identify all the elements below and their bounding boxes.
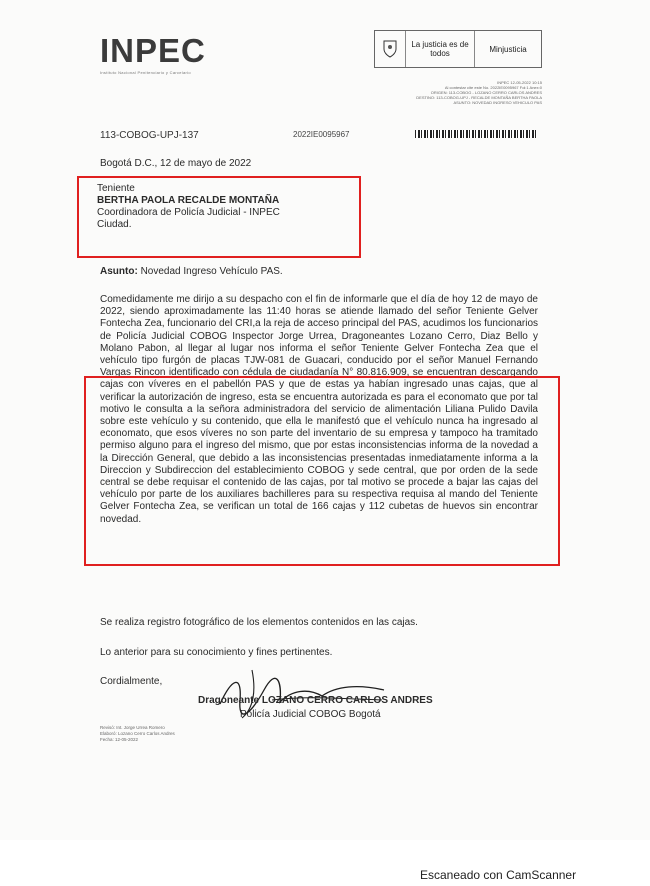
government-logo-box bbox=[374, 30, 542, 68]
addressee-block bbox=[97, 183, 280, 231]
reference-code: 113-COBOG-UPJ-137 bbox=[100, 130, 199, 141]
photo-record-paragraph: Se realiza registro fotográfico de los elementos contenidos en las cajas. bbox=[100, 617, 418, 628]
addressee-role: Coordinadora de Policía Judicial - INPEC bbox=[97, 207, 280, 218]
signer-name: Dragoneante LOZANO CERRO CARLOS ANDRES bbox=[198, 695, 433, 706]
footer-initials: Revisó: Int. Jorge Urrea Romero Elaboró: Lozano Cerro Carlos Andres Fecha: 12-05-2022 bbox=[100, 725, 175, 742]
closing-paragraph: Lo anterior para su conocimiento y fines pertinentes. bbox=[100, 647, 333, 658]
salutation: Cordialmente, bbox=[100, 676, 163, 687]
subject-text: Novedad Ingreso Vehículo PAS. bbox=[140, 266, 283, 277]
addressee-city: Ciudad. bbox=[97, 219, 132, 230]
signer-role: Policía Judicial COBOG Bogotá bbox=[240, 709, 381, 720]
radication-stamp: INPEC 12-05-2022 10:15 Al contestar cite este No. 2022IE0095967 Fol:1 Anex:0 ORIGEN: 113-COBOG - LOZANO CERRO CARLOS ANDRES DESTINO: 113-COBOG-UPJ - RECALDE MONTAÑA BERTHA PAOLA ASUNTO: NOVEDAD INGRESO VEHICULO PAS bbox=[416, 80, 542, 105]
barcode-icon bbox=[415, 130, 537, 138]
subject-label: Asunto: bbox=[100, 266, 138, 277]
logo-subtitle: Instituto Nacional Penitenciario y Carcelario bbox=[100, 70, 191, 75]
ministry-name: Minjusticia bbox=[489, 44, 527, 54]
gov-slogan: La justicia es de todos bbox=[406, 31, 475, 67]
colombia-shield-icon bbox=[375, 31, 406, 67]
radication-number: 2022IE0095967 bbox=[293, 130, 350, 139]
letter-date: Bogotá D.C., 12 de mayo de 2022 bbox=[100, 158, 252, 169]
body-text: Comedidamente me dirijo a su despacho con el fin de informarle que el día de hoy 12 de mayo de 2022, siendo aproximadamente las 11:40 horas se atiende llamado del señor Teniente Gelver Fontecha Zea, funcionario del CRI,a la reja de acceso principal del PAS, acudimos los funcionarios de Policía Judicial COBOG Inspector Jorge Urrea, Dragoneantes Lozano Cerro, Diaz Bello y Molano Pabon, al llegar al lugar nos informa el señor Teniente Gelver Fontecha Zea que el vehículo tipo furgón de placas TJW-081 de Guacari, conducido por el señor Manuel Fernando Vargas Rincon identificado con cédula de ciudadanía N° 80.816.909, se encuentran descargando cajas con víveres en el pabellón PAS y que de estas ya habían ingresado unas cajas, que al verificar la autorización de ingreso, esta se encuentra autorizada es para el economato que por tal motivo le consulta a la señora administradora del servicio de alimentación Liliana Pulido Davila sobre este vehículo y su contenido, que ella le manifestó que el vehículo nunca ha ingresado al economato, que esos víveres no son parte del inventario de su empresa y tampoco ha tramitado permiso alguno para el ingreso del mismo, que por estas inconsistencias informa de la novedad a la Dirección General, que debido a las inconsistencias presentadas inmediatamente informa a la Direccion y Subdireccion del establecimiento COBOG y sede central, que por orden de la sede central se debe requisar el contenido de las cajas, por tal motivo se procede a bajar las cajas del vehículo por parte de los auxiliares bachilleres para su respectiva requisa al mando del Teniente Gelver Fontecha Zea, se verifican un total de 166 cajas y 112 cubetas de huevos sin encontrar novedad. bbox=[100, 294, 538, 525]
addressee-title: Teniente bbox=[97, 183, 135, 194]
inpec-logo: INPEC bbox=[100, 32, 206, 69]
camscanner-watermark: Escaneado con CamScanner bbox=[420, 868, 577, 882]
subject-line bbox=[100, 266, 283, 277]
addressee-name: BERTHA PAOLA RECALDE MONTAÑA bbox=[97, 195, 280, 206]
highlight-box-body bbox=[84, 376, 560, 566]
